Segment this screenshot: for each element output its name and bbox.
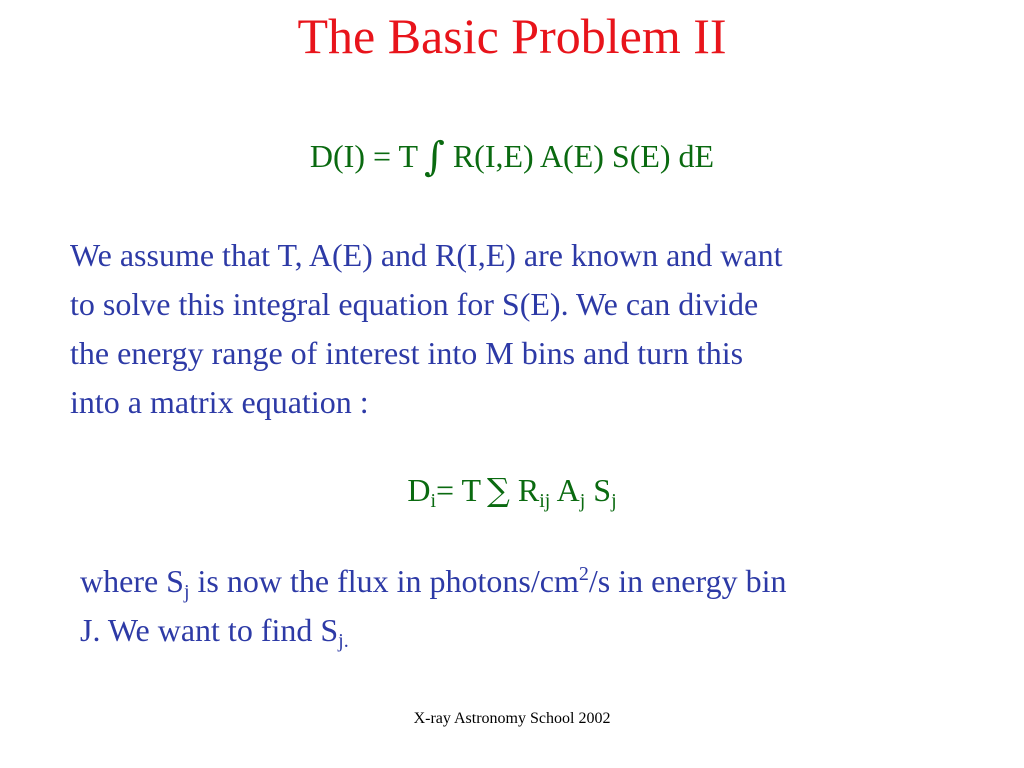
flux-paragraph xyxy=(80,557,980,655)
integral-equation xyxy=(0,128,1024,185)
eq-r-subscript: ij xyxy=(539,490,551,512)
equation-integrand: R(I,E) A(E) S(E) dE xyxy=(452,138,715,174)
paragraph-line: the energy range of interest into M bins and turn this xyxy=(70,335,744,371)
text-fragment: J. We want to find S xyxy=(80,612,339,648)
paragraph-line: into a matrix equation : xyxy=(70,384,369,420)
cm-superscript: 2 xyxy=(578,563,589,585)
slide-footer: X-ray Astronomy School 2002 xyxy=(413,710,611,727)
s-subscript: j. xyxy=(338,630,349,652)
paragraph-line: We assume that T, A(E) and R(I,E) are known and want xyxy=(70,237,783,273)
slide-title: The Basic Problem II xyxy=(297,8,727,64)
eq-d: D xyxy=(407,472,431,508)
eq-s: S xyxy=(585,472,612,508)
paragraph-line xyxy=(80,557,980,606)
sum-symbol: ∑ xyxy=(487,471,510,509)
matrix-equation xyxy=(0,462,1024,518)
s-subscript: j xyxy=(183,581,190,603)
eq-d-subscript: i xyxy=(430,490,437,512)
eq-r: R xyxy=(517,472,540,508)
eq-equals-t: = T xyxy=(436,472,482,508)
eq-s-subscript: j xyxy=(611,490,617,512)
paragraph-line: to solve this integral equation for S(E). We can divide xyxy=(70,286,759,322)
text-fragment: /s in energy bin xyxy=(588,563,787,599)
equation-lhs: D(I) = T xyxy=(309,138,418,174)
paragraph-line xyxy=(80,606,980,655)
explanation-paragraph xyxy=(70,231,970,427)
text-fragment: is now the flux in photons/cm xyxy=(189,563,579,599)
text-fragment: where S xyxy=(80,563,184,599)
integral-symbol: ∫ xyxy=(423,134,445,180)
eq-a: A xyxy=(550,472,580,508)
eq-a-subscript: j xyxy=(579,490,586,512)
